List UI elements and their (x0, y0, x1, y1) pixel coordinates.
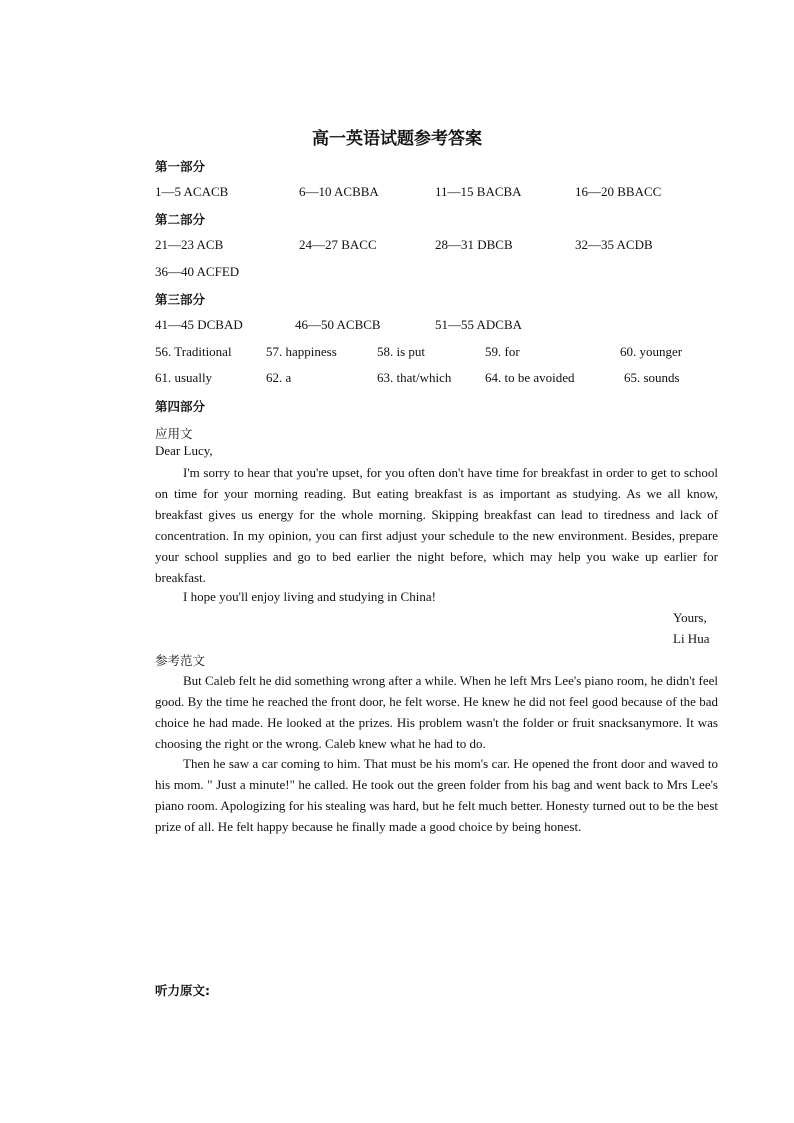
answer-65: 65. sounds (624, 370, 680, 385)
answer-60: 60. younger (620, 344, 683, 359)
answer-63: 63. that/which (377, 370, 452, 385)
answer-57: 57. happiness (266, 344, 337, 359)
answer-62: 62. a (266, 370, 292, 385)
answer-41-45: 41—45 DCBAD (155, 317, 243, 332)
answer-58: 58. is put (377, 344, 426, 359)
answer-51-55: 51—55 ADCBA (435, 317, 523, 332)
letter-closing-line: I hope you'll enjoy living and studying in China! (183, 589, 436, 604)
letter-greeting: Dear Lucy, (155, 443, 213, 458)
answer-21-23: 21—23 ACB (155, 237, 224, 252)
part3-heading: 第三部分 (155, 292, 206, 307)
listening-heading: 听力原文: (155, 983, 210, 998)
essay-label: 参考范文 (155, 653, 206, 668)
page-title: 高一英语试题参考答案 (312, 129, 482, 149)
answer-6-10: 6—10 ACBBA (299, 184, 379, 199)
letter-signoff: Yours, (673, 610, 707, 625)
letter-label: 应用文 (155, 426, 193, 441)
part2-heading: 第二部分 (155, 212, 206, 227)
answer-59: 59. for (485, 344, 520, 359)
answer-36-40: 36—40 ACFED (155, 264, 240, 279)
part4-heading: 第四部分 (155, 399, 206, 414)
answer-32-35: 32—35 ACDB (575, 237, 653, 252)
answer-1-5: 1—5 ACACB (155, 184, 229, 199)
essay-paragraph-1: But Caleb felt he did something wrong after a while. When he left Mrs Lee's piano room, he didn't feel good. By the time he reached the front door, he felt worse. He knew he did not feel good because of the bad choice he had made. He looked at the prizes. His problem wasn't the folder or fruit snacksanymore. It was choosing the right or the wrong. Caleb knew what he had to do. (155, 673, 718, 751)
answer-61: 61. usually (155, 370, 213, 385)
answer-16-20: 16—20 BBACC (575, 184, 662, 199)
answer-64: 64. to be avoided (485, 370, 575, 385)
answer-11-15: 11—15 BACBA (435, 184, 522, 199)
essay-paragraph-2: Then he saw a car coming to him. That must be his mom's car. He opened the front door and waved to his mom. " Just a minute!" he called. He took out the green folder from his bag and went back to Mrs Lee's piano room. Apologizing for his stealing was hard, but he felt much better. Honesty turned out to be the best prize of all. He felt happy because he finally made a good choice by being honest. (155, 756, 718, 834)
answer-24-27: 24—27 BACC (299, 237, 377, 252)
part1-heading: 第一部分 (155, 159, 206, 174)
answer-56: 56. Traditional (155, 344, 232, 359)
answer-28-31: 28—31 DBCB (435, 237, 513, 252)
letter-name: Li Hua (673, 631, 710, 646)
answer-46-50: 46—50 ACBCB (295, 317, 381, 332)
letter-body: I'm sorry to hear that you're upset, for you often don't have time for breakfast in order to get to school on time for your morning reading. But eating breakfast is as important as studying. As we all know, breakfast gives us energy for the whole morning. Skipping breakfast can lead to tiredness and lack of concentration. In my opinion, you can first adjust your schedule to the new environment. Besides, prepare your school supplies and go to bed earlier the night before, which may help you wake up earlier for breakfast. (155, 465, 718, 585)
